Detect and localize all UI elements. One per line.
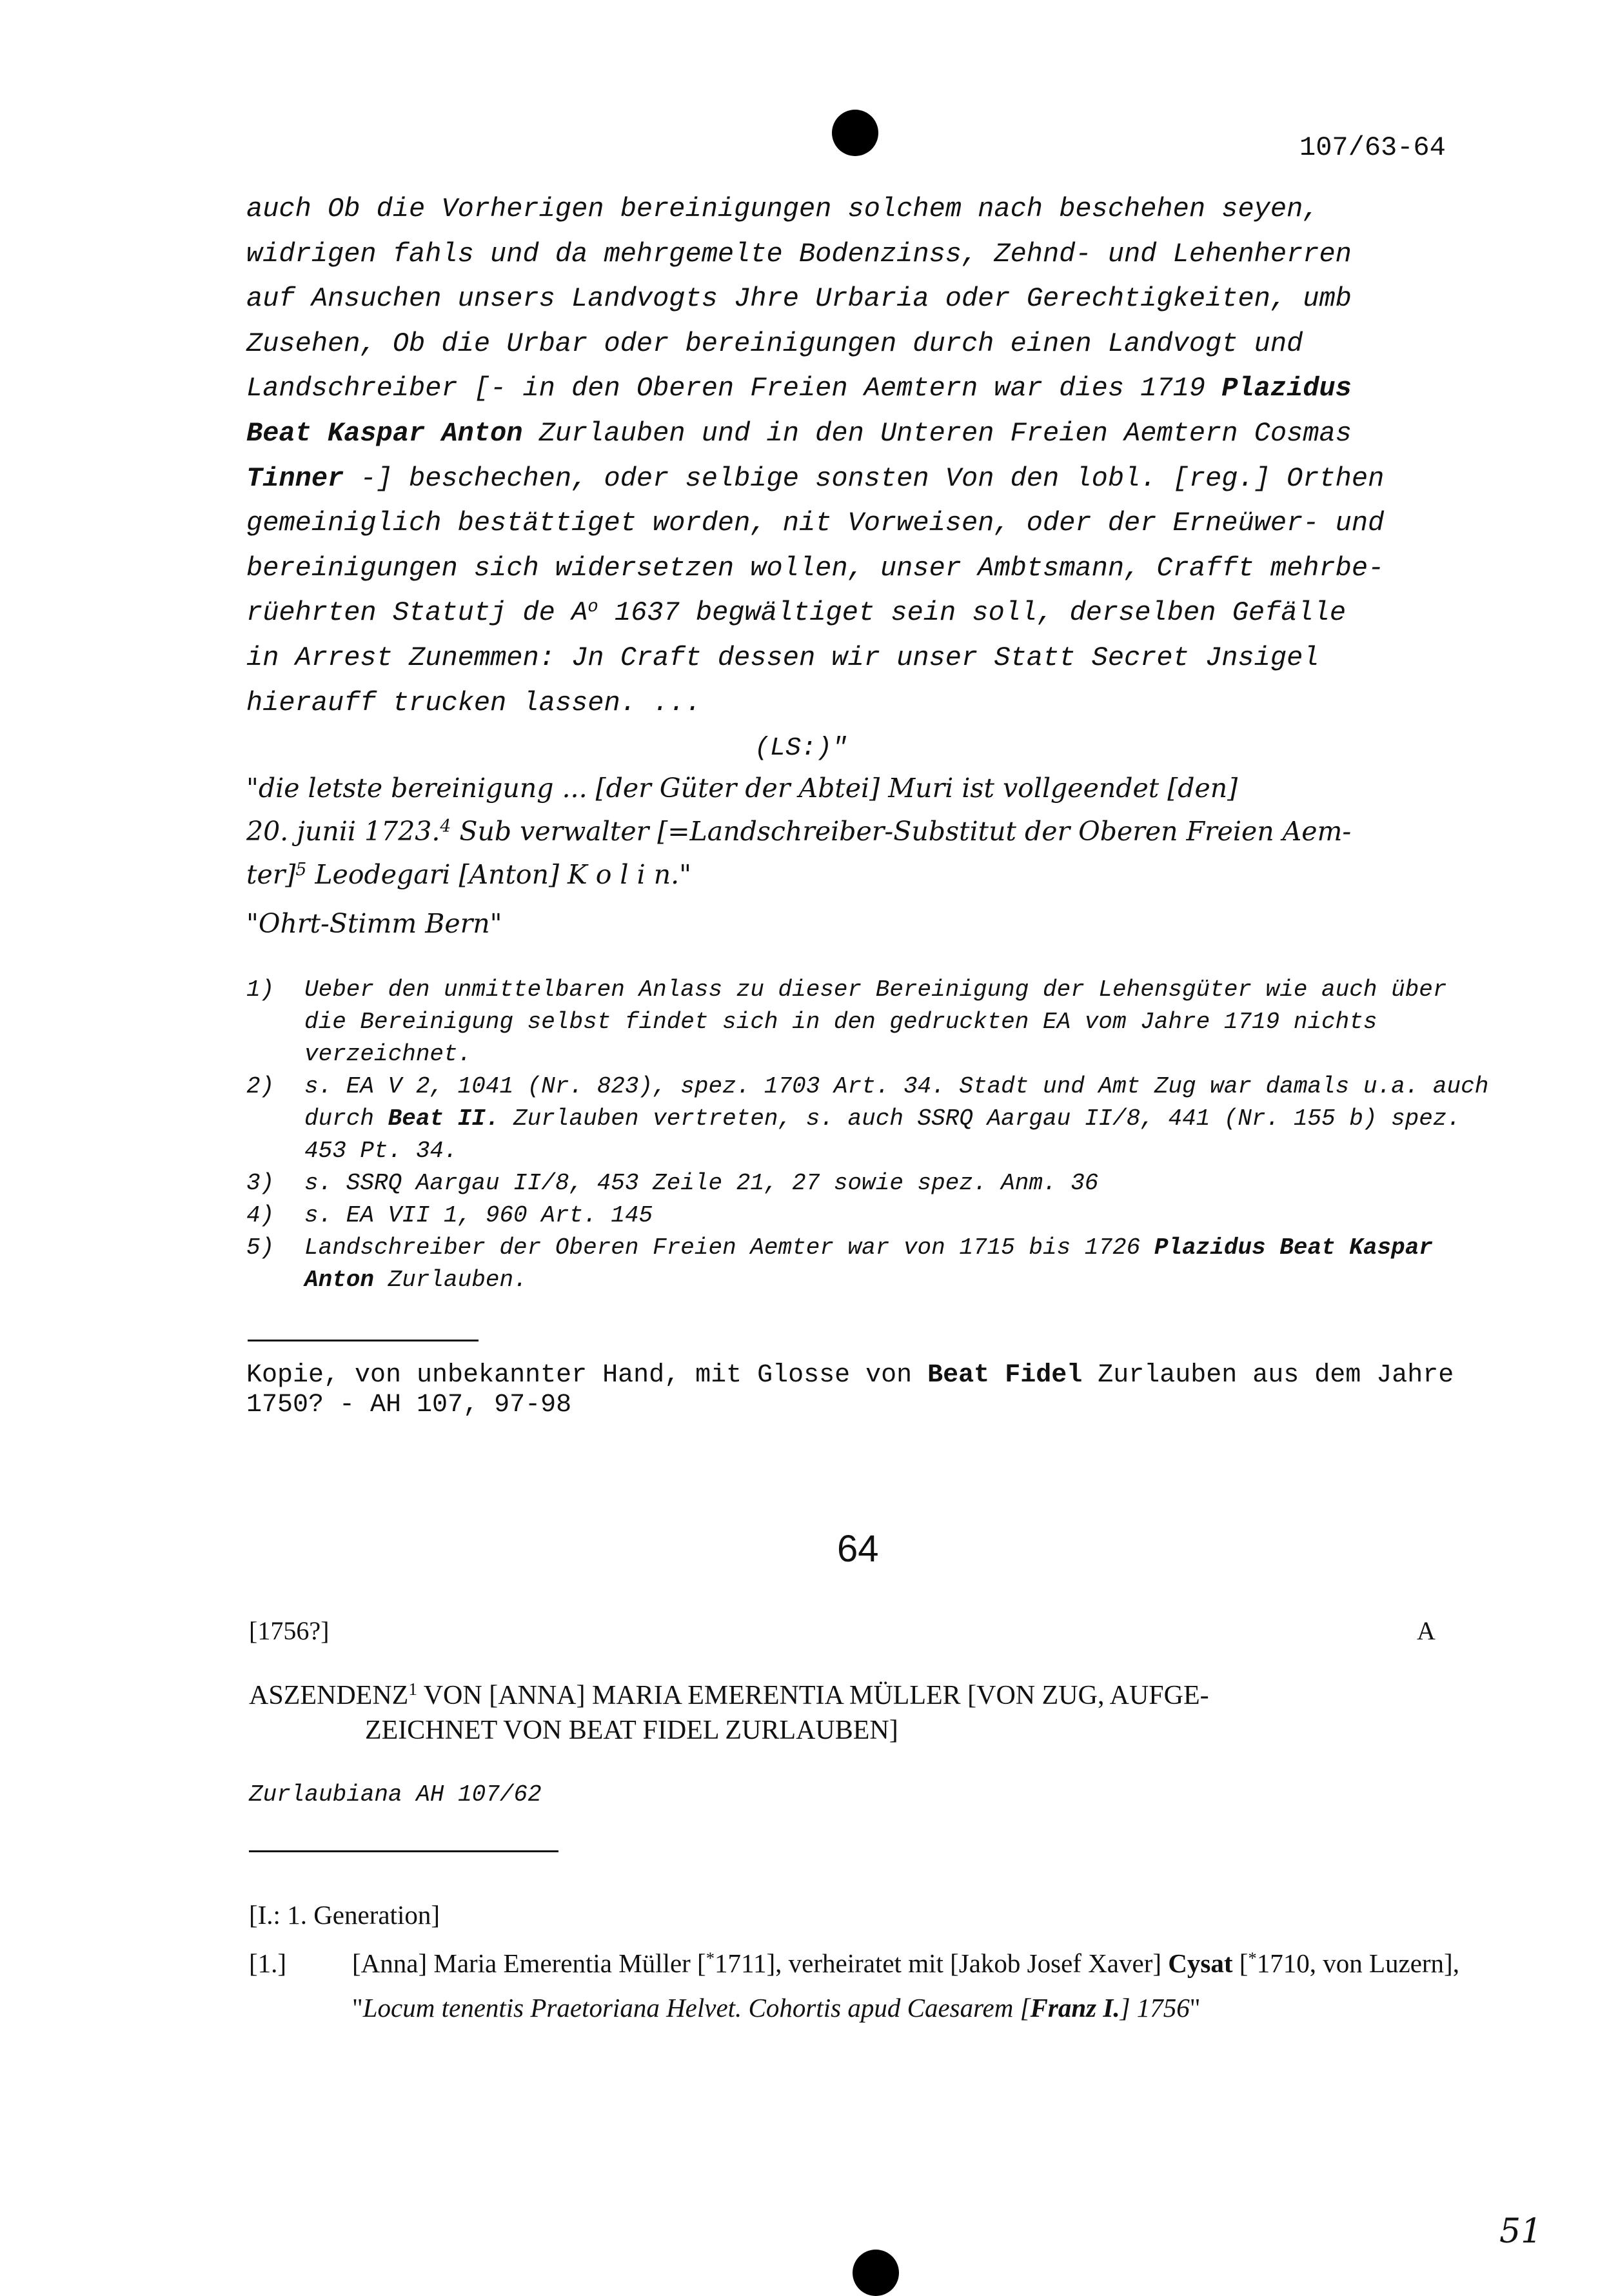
seal-note: (LS:)" bbox=[755, 734, 848, 763]
document-reference: 107/63-64 bbox=[1299, 132, 1446, 163]
footnote-number: 1) bbox=[246, 976, 275, 1003]
text-line: in Arrest Zunemmen: Jn Craft dessen wir unser Statt Secret Jnsigel bbox=[246, 642, 1319, 673]
handwritten-page-mark: 51 bbox=[1499, 2212, 1543, 2251]
text-line: auch Ob die Vorherigen bereinigungen solchem nach beschehen seyen, bbox=[246, 193, 1319, 224]
superscript: * bbox=[706, 1948, 715, 1968]
person-text bbox=[249, 1941, 1506, 2030]
text-line bbox=[246, 591, 1485, 636]
person-entry bbox=[249, 1941, 1506, 2030]
copy-note bbox=[246, 1361, 1504, 1420]
text-segment: 20. junii 1723. bbox=[246, 816, 440, 847]
superscript: 5 bbox=[295, 859, 307, 880]
person-name: Tinner bbox=[246, 462, 344, 494]
person-name: Plazidus bbox=[1221, 373, 1352, 404]
punch-hole-bottom bbox=[853, 2250, 899, 2296]
footnote-text: Ueber den unmittelbaren Anlass zu dieser Bereinigung der Lehensgüter wie auch über die Bereinigung selbst findet sich in den gedruckten EA vom Jahre 1719 nichts verzeichnet. bbox=[304, 976, 1447, 1067]
entry-letter: A bbox=[1417, 1616, 1436, 1645]
superscript: 4 bbox=[440, 816, 451, 836]
footnote-text: s. EA VII 1, 960 Art. 145 bbox=[304, 1202, 653, 1229]
text-line: bereinigungen sich widersetzen wollen, unser Ambtsmann, Crafft mehrbe- bbox=[246, 552, 1385, 584]
text-segment: [ bbox=[1232, 1948, 1249, 1978]
text-segment: " bbox=[1189, 1993, 1201, 2023]
text-segment: Landschreiber [- in den Oberen Freien Aemtern war dies 1719 bbox=[246, 373, 1222, 404]
text-line: Zusehen, Ob die Urbar oder bereinigungen durch einen Landvogt und bbox=[246, 328, 1303, 359]
latin-quote: Locum tenentis Praetoriana Helvet. Cohortis apud Caesarem [ bbox=[362, 1993, 1031, 2023]
punch-hole-top bbox=[832, 110, 878, 156]
entry-title bbox=[249, 1678, 1506, 1748]
person-name: Beat II. bbox=[388, 1105, 500, 1132]
text-segment: 1637 begwältiget sein soll, derselben Gefälle bbox=[598, 597, 1347, 629]
text-segment: Sub verwalter [=Landschreiber-Substitut der Oberen Freien Aem- bbox=[451, 816, 1352, 847]
person-name: Beat Fidel bbox=[927, 1361, 1083, 1390]
footnote-text: s. SSRQ Aargau II/8, 453 Zeile 21, 27 sowie spez. Anm. 36 bbox=[304, 1170, 1099, 1196]
person-name: Plazidus Beat Kaspar Anton bbox=[304, 1234, 1433, 1293]
superscript: 1 bbox=[408, 1679, 417, 1699]
text-segment: Zurlauben aus dem Jahre 1750? - AH 107, 97-98 bbox=[246, 1361, 1454, 1420]
text-segment: ter] bbox=[246, 859, 296, 890]
text-segment: Kopie, von unbekannter Hand, mit Glosse von bbox=[246, 1361, 928, 1390]
superscript: * bbox=[1248, 1948, 1257, 1968]
footnote bbox=[246, 1200, 1497, 1232]
text-segment: Zurlauben. bbox=[374, 1267, 528, 1293]
text-line bbox=[246, 411, 1485, 457]
footnote-number: 5) bbox=[246, 1234, 275, 1261]
footnote bbox=[246, 974, 1497, 1071]
footnotes bbox=[246, 974, 1497, 1296]
handwritten-gloss-line: "Ohrt-Stimm Bern" bbox=[246, 908, 502, 939]
text-segment: Zurlauben vertreten, s. auch SSRQ Aargau II/8, 441 (Nr. 155 b) spez. 453 Pt. 34. bbox=[304, 1105, 1461, 1164]
latin-quote: ] 1756 bbox=[1120, 1993, 1190, 2023]
text-segment: VON [ANNA] MARIA EMERENTIA MÜLLER [VON ZUG, AUFGE- bbox=[417, 1681, 1209, 1710]
text-line: auf Ansuchen unsers Landvogts Jhre Urbaria oder Gerechtigkeiten, umb bbox=[246, 283, 1352, 315]
text-line: gemeiniglich bestättiget worden, nit Vorweisen, oder der Erneüwer- und bbox=[246, 508, 1385, 539]
text-segment: Landschreiber der Oberen Freien Aemter war von 1715 bis 1726 bbox=[304, 1234, 1154, 1261]
footnote bbox=[246, 1232, 1497, 1296]
main-text bbox=[246, 187, 1485, 726]
handwritten-gloss-line: "die letste bereinigung ... [der Güter der Abtei] Muri ist vollgeendet [den] bbox=[246, 773, 1238, 804]
text-segment: 1710, von Luzern], " bbox=[352, 1948, 1459, 2023]
entry-source: Zurlaubiana AH 107/62 bbox=[249, 1781, 542, 1808]
generation-heading: [I.: 1. Generation] bbox=[249, 1900, 440, 1930]
text-segment: [Anna] Maria Emerentia Müller [ bbox=[352, 1948, 706, 1978]
text-segment: 1711], verheiratet mit [Jakob Josef Xaver] bbox=[715, 1948, 1169, 1978]
text-segment: -] beschechen, oder selbige sonsten Von den lobl. [reg.] Orthen bbox=[344, 462, 1385, 494]
title-line bbox=[249, 1678, 1506, 1713]
handwritten-gloss-line bbox=[246, 816, 1485, 847]
person-name: Beat Kaspar Anton bbox=[246, 417, 523, 449]
entry-date: [1756?] bbox=[249, 1616, 330, 1645]
entry-number: 64 bbox=[837, 1528, 879, 1570]
footnote-text bbox=[304, 1232, 1497, 1296]
title-line: ZEICHNET VON BEAT FIDEL ZURLAUBEN] bbox=[365, 1716, 898, 1745]
footnote-text bbox=[304, 1071, 1497, 1167]
text-line bbox=[246, 366, 1485, 411]
text-line: hierauff trucken lassen. ... bbox=[246, 687, 702, 718]
footnote bbox=[246, 1167, 1497, 1200]
text-segment: Leodegari [Anton] K o l i n." bbox=[306, 859, 692, 890]
text-segment: Zurlauben und in den Unteren Freien Aemtern Cosmas bbox=[522, 417, 1352, 449]
divider bbox=[249, 1850, 558, 1852]
person-number: [1.] bbox=[249, 1948, 287, 1978]
divider bbox=[248, 1340, 479, 1341]
person-name: Franz I. bbox=[1030, 1993, 1120, 2023]
footnote-number: 3) bbox=[246, 1170, 275, 1196]
text-line bbox=[246, 457, 1485, 502]
text-line: widrigen fahls und da mehrgemelte Bodenzinss, Zehnd- und Lehenherren bbox=[246, 238, 1352, 270]
footnote-number: 2) bbox=[246, 1073, 275, 1100]
footnote bbox=[246, 1071, 1497, 1167]
handwritten-gloss-line bbox=[246, 859, 1485, 890]
text-segment: ASZENDENZ bbox=[249, 1681, 409, 1710]
text-segment: rüehrten Statutj de A bbox=[246, 597, 588, 629]
footnote-number: 4) bbox=[246, 1202, 275, 1229]
person-name: Cysat bbox=[1168, 1948, 1233, 1978]
superscript: o bbox=[587, 597, 598, 617]
text-segment: s. EA V 2, 1041 (Nr. 823), spez. 1703 Art. 34. Stadt und Amt Zug war damals u.a. auch durch bbox=[304, 1073, 1489, 1132]
